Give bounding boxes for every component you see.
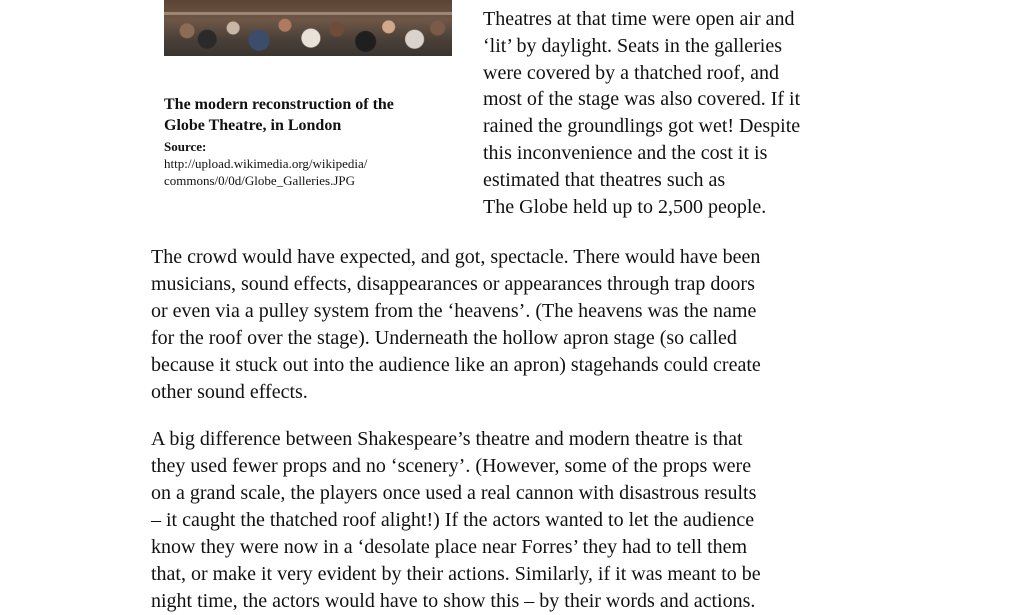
text-line: rained the groundlings got wet! Despite bbox=[483, 115, 801, 138]
figure-caption bbox=[164, 94, 464, 189]
globe-theatre-photo bbox=[164, 0, 452, 56]
text-line: Theatres at that time were open air and bbox=[483, 8, 795, 30]
text-line: ‘lit’ by daylight. Seats in the galleries bbox=[483, 34, 783, 57]
gallery-rail bbox=[164, 12, 452, 15]
caption-title-line: The modern reconstruction of the bbox=[164, 96, 394, 113]
text-line: because it stuck out into the audience like an apron) stagehands could create bbox=[151, 354, 761, 376]
text-line: estimated that theatres such as bbox=[483, 168, 726, 191]
side-paragraph bbox=[483, 6, 883, 220]
text-line: other sound effects. bbox=[151, 381, 308, 403]
caption-source-label: Source: bbox=[164, 139, 207, 154]
caption-title bbox=[164, 94, 464, 136]
text-line: were covered by a thatched roof, and bbox=[483, 61, 779, 84]
text-line: that, or make it very evident by their actions. Similarly, if it was meant to be bbox=[151, 563, 761, 585]
caption-source-url bbox=[164, 155, 464, 189]
paragraph-spectacle bbox=[151, 244, 891, 406]
text-line: for the roof over the stage). Underneath the hollow apron stage (so called bbox=[151, 327, 737, 349]
text-line: The crowd would have expected, and got, spectacle. There would have been bbox=[151, 246, 761, 268]
paragraph-props-scenery bbox=[151, 426, 891, 615]
text-line: A big difference between Shakespeare’s theatre and modern theatre is that bbox=[151, 428, 743, 450]
text-line: on a grand scale, the players once used a real cannon with disastrous results bbox=[151, 482, 757, 504]
text-line: or even via a pulley system from the ‘heavens’. (The heavens was the name bbox=[151, 300, 757, 322]
caption-title-line: Globe Theatre, in London bbox=[164, 117, 342, 134]
text-line: The Globe held up to 2,500 people. bbox=[483, 195, 767, 218]
source-url-line: commons/0/0d/Globe_Galleries.JPG bbox=[164, 173, 356, 188]
text-line: they used fewer props and no ‘scenery’. (However, some of the props were bbox=[151, 455, 752, 477]
text-line: this inconvenience and the cost it is bbox=[483, 141, 768, 164]
text-line: know they were now in a ‘desolate place near Forres’ they had to tell them bbox=[151, 536, 748, 558]
text-line: musicians, sound effects, disappearances or appearances through trap doors bbox=[151, 273, 755, 295]
source-url-line: http://upload.wikimedia.org/wikipedia/ bbox=[164, 156, 368, 171]
text-line: – it caught the thatched roof alight!) If the actors wanted to let the audience bbox=[151, 509, 755, 531]
text-line: most of the stage was also covered. If it bbox=[483, 88, 801, 111]
text-line: night time, the actors would have to show this – by their words and actions. bbox=[151, 590, 756, 612]
